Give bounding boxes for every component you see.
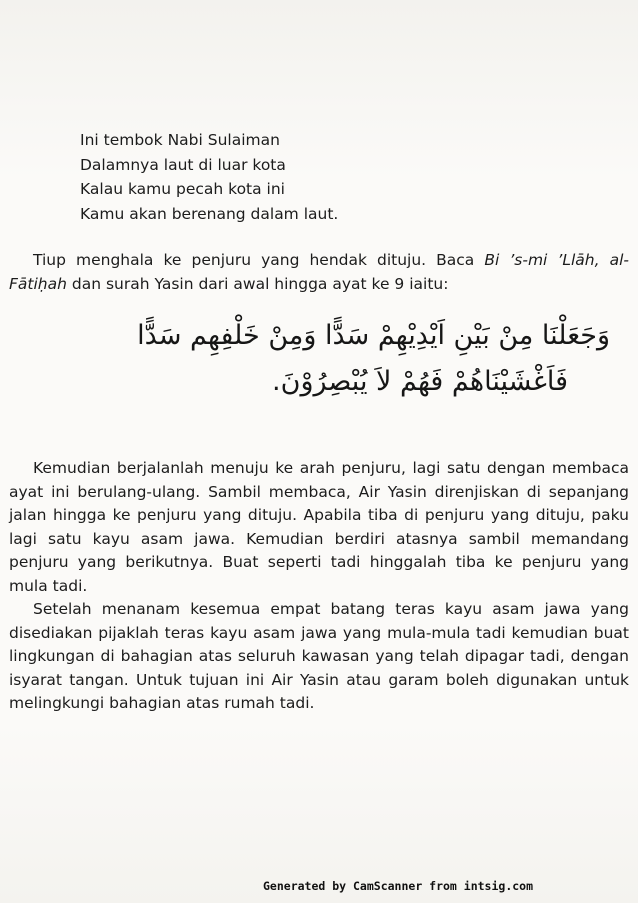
basmalah-term: Bi ’s-mi ’Llāh,: [484, 251, 600, 269]
poem-line-2: Dalamnya laut di luar kota: [80, 155, 286, 174]
arabic-verse-line-1: وَجَعَلْنَا مِنْ بَيْنِ اَيْدِيْهِمْ سَدًّا وَمِنْ خَلْفِهِم سَدًّا: [137, 320, 610, 351]
paragraph-instruction-text: Tiup menghala ke penjuru yang hendak dituju. Baca: [33, 251, 485, 269]
poem-line-4: Kamu akan berenang dalam laut.: [80, 204, 339, 223]
paragraph-instruction: [9, 249, 629, 296]
paragraph-instruction-text-2: dan surah Yasin dari awal hingga ayat ke 9 iaitu:: [66, 274, 449, 293]
poem-line-1: Ini tembok Nabi Sulaiman: [80, 131, 280, 149]
scanner-footer: Generated by CamScanner from intsig.com: [263, 879, 534, 893]
poem-block: [80, 128, 338, 226]
poem-line-3: Kalau kamu pecah kota ini: [80, 180, 285, 198]
paragraph-encircle: [9, 598, 629, 716]
fatihah-term: al-Fātiḥah: [9, 251, 630, 293]
paragraph-encircle-text: Setelah menanam kesemua empat batang teras kayu asam jawa yang disediakan pijaklah teras kayu asam jawa yang mula-mula tadi kemudian buat lingkungan di bahagian atas seluruh kawasan yang telah dipagar tadi, dengan isyarat tangan. Untuk tujuan ini Air Yasin atau garam boleh digunakan untuk melingkungi bahagian atas rumah tadi.: [9, 600, 629, 712]
paragraph-walking-text: Kemudian berjalanlah menuju ke arah penjuru, lagi satu dengan membaca ayat ini berulang-ulang. Sambil membaca, Air Yasin direnjiskan di sepanjang jalan hingga ke penjuru yang dituju. Apabila tiba di penjuru yang dituju, paku lagi satu kayu asam jawa. Kemudian berdiri atasnya sambil memandang penjuru yang berikutnya. Buat seperti tadi hinggalah tiba ke penjuru yang mula tadi.: [9, 459, 629, 595]
paragraph-walking: [9, 457, 629, 598]
arabic-verse-line-2: فَاَغْشَيْنَاهُمْ فَهُمْ لاَ يُبْصِرُوْنَ.: [272, 366, 568, 397]
